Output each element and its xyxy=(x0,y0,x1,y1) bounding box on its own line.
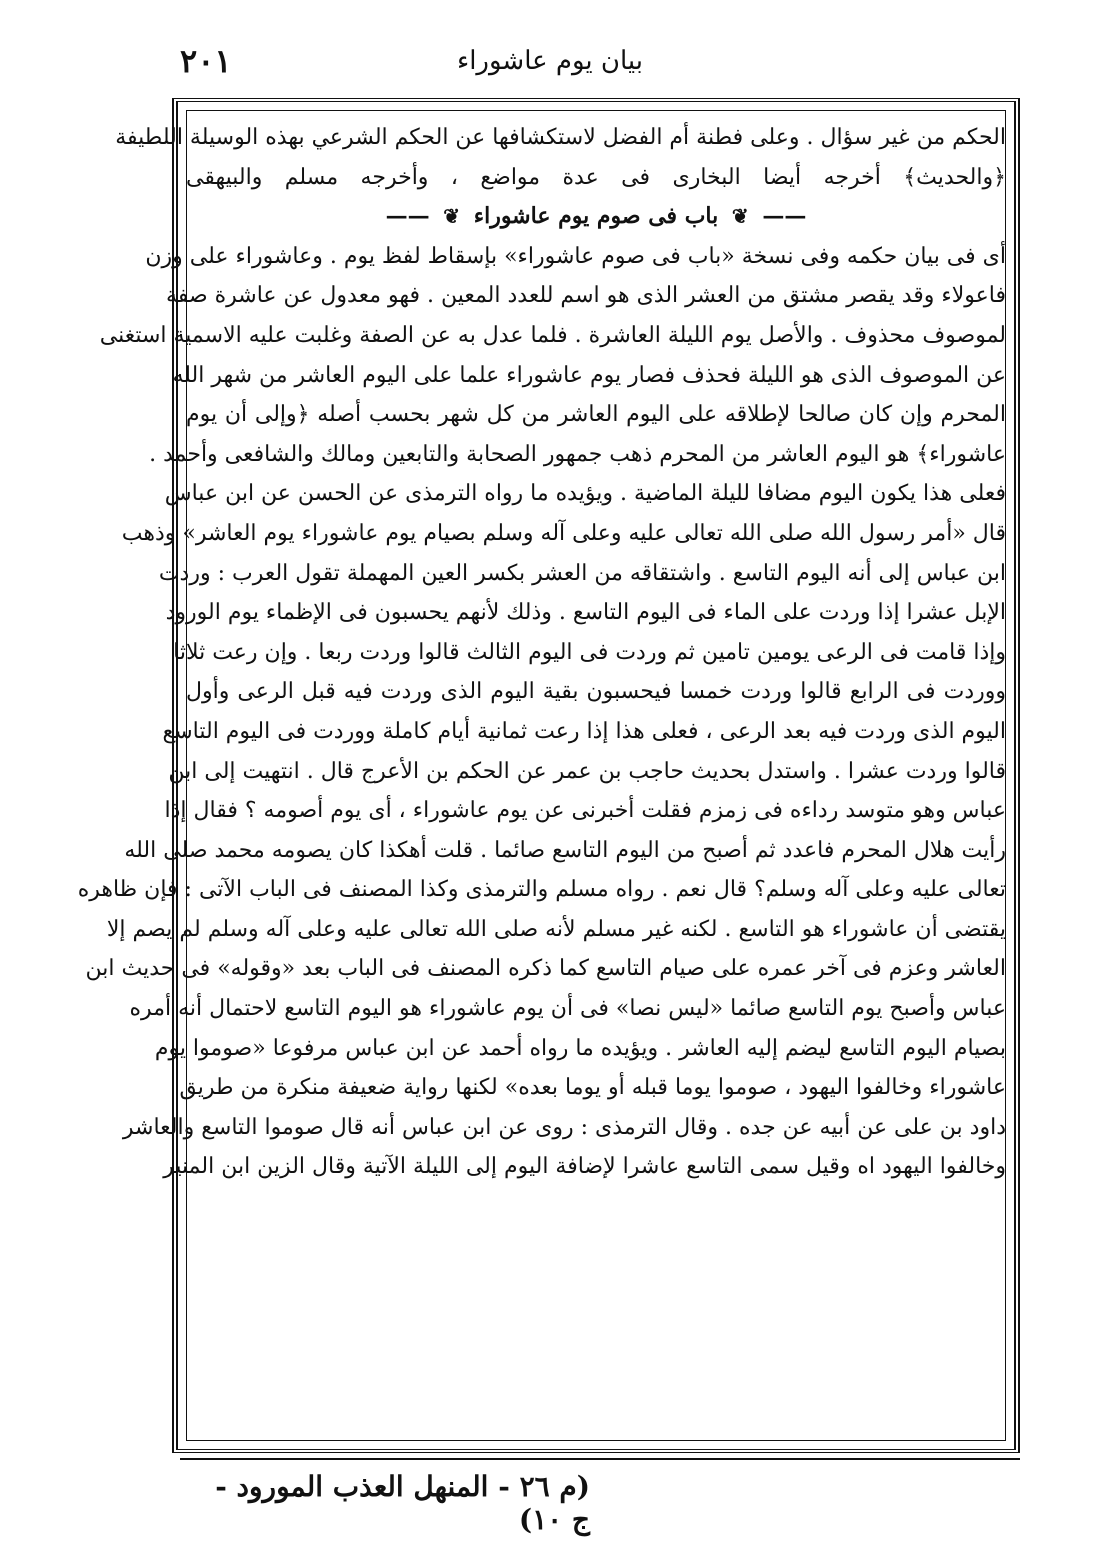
text-line: الحكم من غير سؤال . وعلى فطنة أم الفضل لاستكشافها عن الحكم الشرعي بهذه الوسيلة اللطيفة xyxy=(115,125,1006,150)
text-line: المحرم وإن كان صالحا لإطلاقه على اليوم العاشر من كل شهر بحسب أصله ﴿وإلى أن يوم xyxy=(186,402,1007,428)
text-line: تعالى عليه وعلى آله وسلم؟ قال نعم . رواه مسلم والترمذى وكذا المصنف فى الباب الآتى : فإن ظاهره xyxy=(77,877,1006,903)
ornament-icon: ❦ xyxy=(731,204,749,229)
page-header xyxy=(180,42,920,92)
text-line: اليوم الذى وردت فيه بعد الرعى ، فعلى هذا إذا رعت ثمانية أيام كاملة ووردت فى اليوم التاسع xyxy=(162,718,1006,744)
text-line: فعلى هذا يكون اليوم مضافا لليلة الماضية . ويؤيده ما رواه الترمذى عن الحسن عن ابن عباس xyxy=(164,481,1006,507)
text-line: ابن عباس إلى أنه اليوم التاسع . واشتقاقه من العشر بكسر العين المهملة تقول العرب : وردت xyxy=(158,560,1006,586)
dash-ornament: —— xyxy=(762,203,807,230)
dash-ornament: —— xyxy=(385,203,430,230)
footer-rule xyxy=(180,1458,1020,1460)
text-line: عن الموصوف الذى هو الليلة فحذف فصار يوم عاشوراء علما على اليوم العاشر من شهر الله xyxy=(172,362,1006,388)
body-text xyxy=(77,118,1007,1187)
text-line: داود بن على عن أبيه عن جده . وقال الترمذى : روى عن ابن عباس أنه قال صوموا التاسع والعاشر xyxy=(122,1114,1006,1140)
page-number: ٢٠١ xyxy=(180,42,232,80)
text-line: أى فى بيان حكمه وفى نسخة «باب فى صوم عاشوراء» بإسقاط لفظ يوم . وعاشوراء على وزن xyxy=(145,243,1006,269)
text-line: قال «أمر رسول الله صلى الله تعالى عليه وعلى آله وسلم بصيام يوم عاشوراء يوم العاشر» وذهب xyxy=(121,520,1006,546)
running-title: بيان يوم عاشوراء xyxy=(456,46,644,76)
text-line: عاشوراء﴾ هو اليوم العاشر من المحرم ذهب جمهور الصحابة والتابعين ومالك والشافعى وأحمد . xyxy=(149,441,1006,467)
text-line: وإذا قامت فى الرعى يومين تامين ثم وردت فى اليوم الثالث قالوا وردت ربعا . وإن رعت ثلاثا xyxy=(173,639,1006,665)
text-line: لموصوف محذوف . والأصل يوم الليلة العاشرة . فلما عدل به عن الصفة وغلبت عليه الاسمية استغنى xyxy=(99,322,1006,348)
text-line: الإبل عشرا إذا وردت على الماء فى اليوم التاسع . وذلك لأنهم يحسبون فى الإظماء يوم الورود xyxy=(165,600,1006,626)
text-line: العاشر وعزم فى آخر عمره على صيام التاسع كما ذكره المصنف فى الباب بعد «وقوله» فى حديث ابن xyxy=(85,956,1006,982)
text-line: ووردت فى الرابع قالوا وردت خمسا فيحسبون بقية اليوم الذى وردت فيه قبل الرعى وأول xyxy=(186,679,1006,705)
text-line: قالوا وردت عشرا . واستدل بحديث حاجب بن عمر عن الحكم بن الأعرج قال . انتهيت إلى ابن xyxy=(168,758,1006,784)
text-line: فاعولاء وقد يقصر مشتق من العشر الذى هو اسم للعدد المعين . فهو معدول عن عاشرة صفة xyxy=(166,283,1006,309)
text-line: وخالفوا اليهود اه وقيل سمى التاسع عاشرا لإضافة اليوم إلى الليلة الآتية وقال الزين ابن المنير xyxy=(163,1154,1006,1180)
text-line: بصيام اليوم التاسع ليضم إليه العاشر . ويؤيده ما رواه أحمد عن ابن عباس مرفوعا «صوموا يوم xyxy=(154,1035,1006,1061)
text-line: ﴿والحديث﴾ أخرجه أيضا البخارى فى عدة مواضع ، وأخرجه مسلم والبيهقى xyxy=(186,164,1006,190)
chapter-heading-text: باب فى صوم يوم عاشوراء xyxy=(473,203,719,230)
text-line: رأيت هلال المحرم فاعدد ثم أصبح من اليوم التاسع صائما . قلت أهكذا كان يصومه محمد صلى الله xyxy=(124,837,1006,863)
signature-mark: (م ٢٦ - المنهل العذب المورود - ج ١٠) xyxy=(215,1470,590,1536)
chapter-heading xyxy=(186,197,1006,237)
text-line: عباس وأصبح يوم التاسع صائما «ليس نصا» فى أن يوم عاشوراء هو اليوم التاسع لاحتمال أنه أمره xyxy=(129,996,1006,1022)
text-line: عاشوراء وخالفوا اليهود ، صوموا يوما قبله أو يوما بعده» لكنها رواية ضعيفة منكرة من طريق xyxy=(179,1075,1006,1101)
text-line: يقتضى أن عاشوراء هو التاسع . لكنه غير مسلم لأنه صلى الله تعالى عليه وعلى آله وسلم لم يصم إلا xyxy=(106,916,1006,942)
ornament-icon: ❦ xyxy=(443,204,461,229)
text-line: عباس وهو متوسد رداءه فى زمزم فقلت أخبرنى عن يوم عاشوراء ، أى يوم أصومه ؟ فقال إذا xyxy=(164,798,1006,824)
